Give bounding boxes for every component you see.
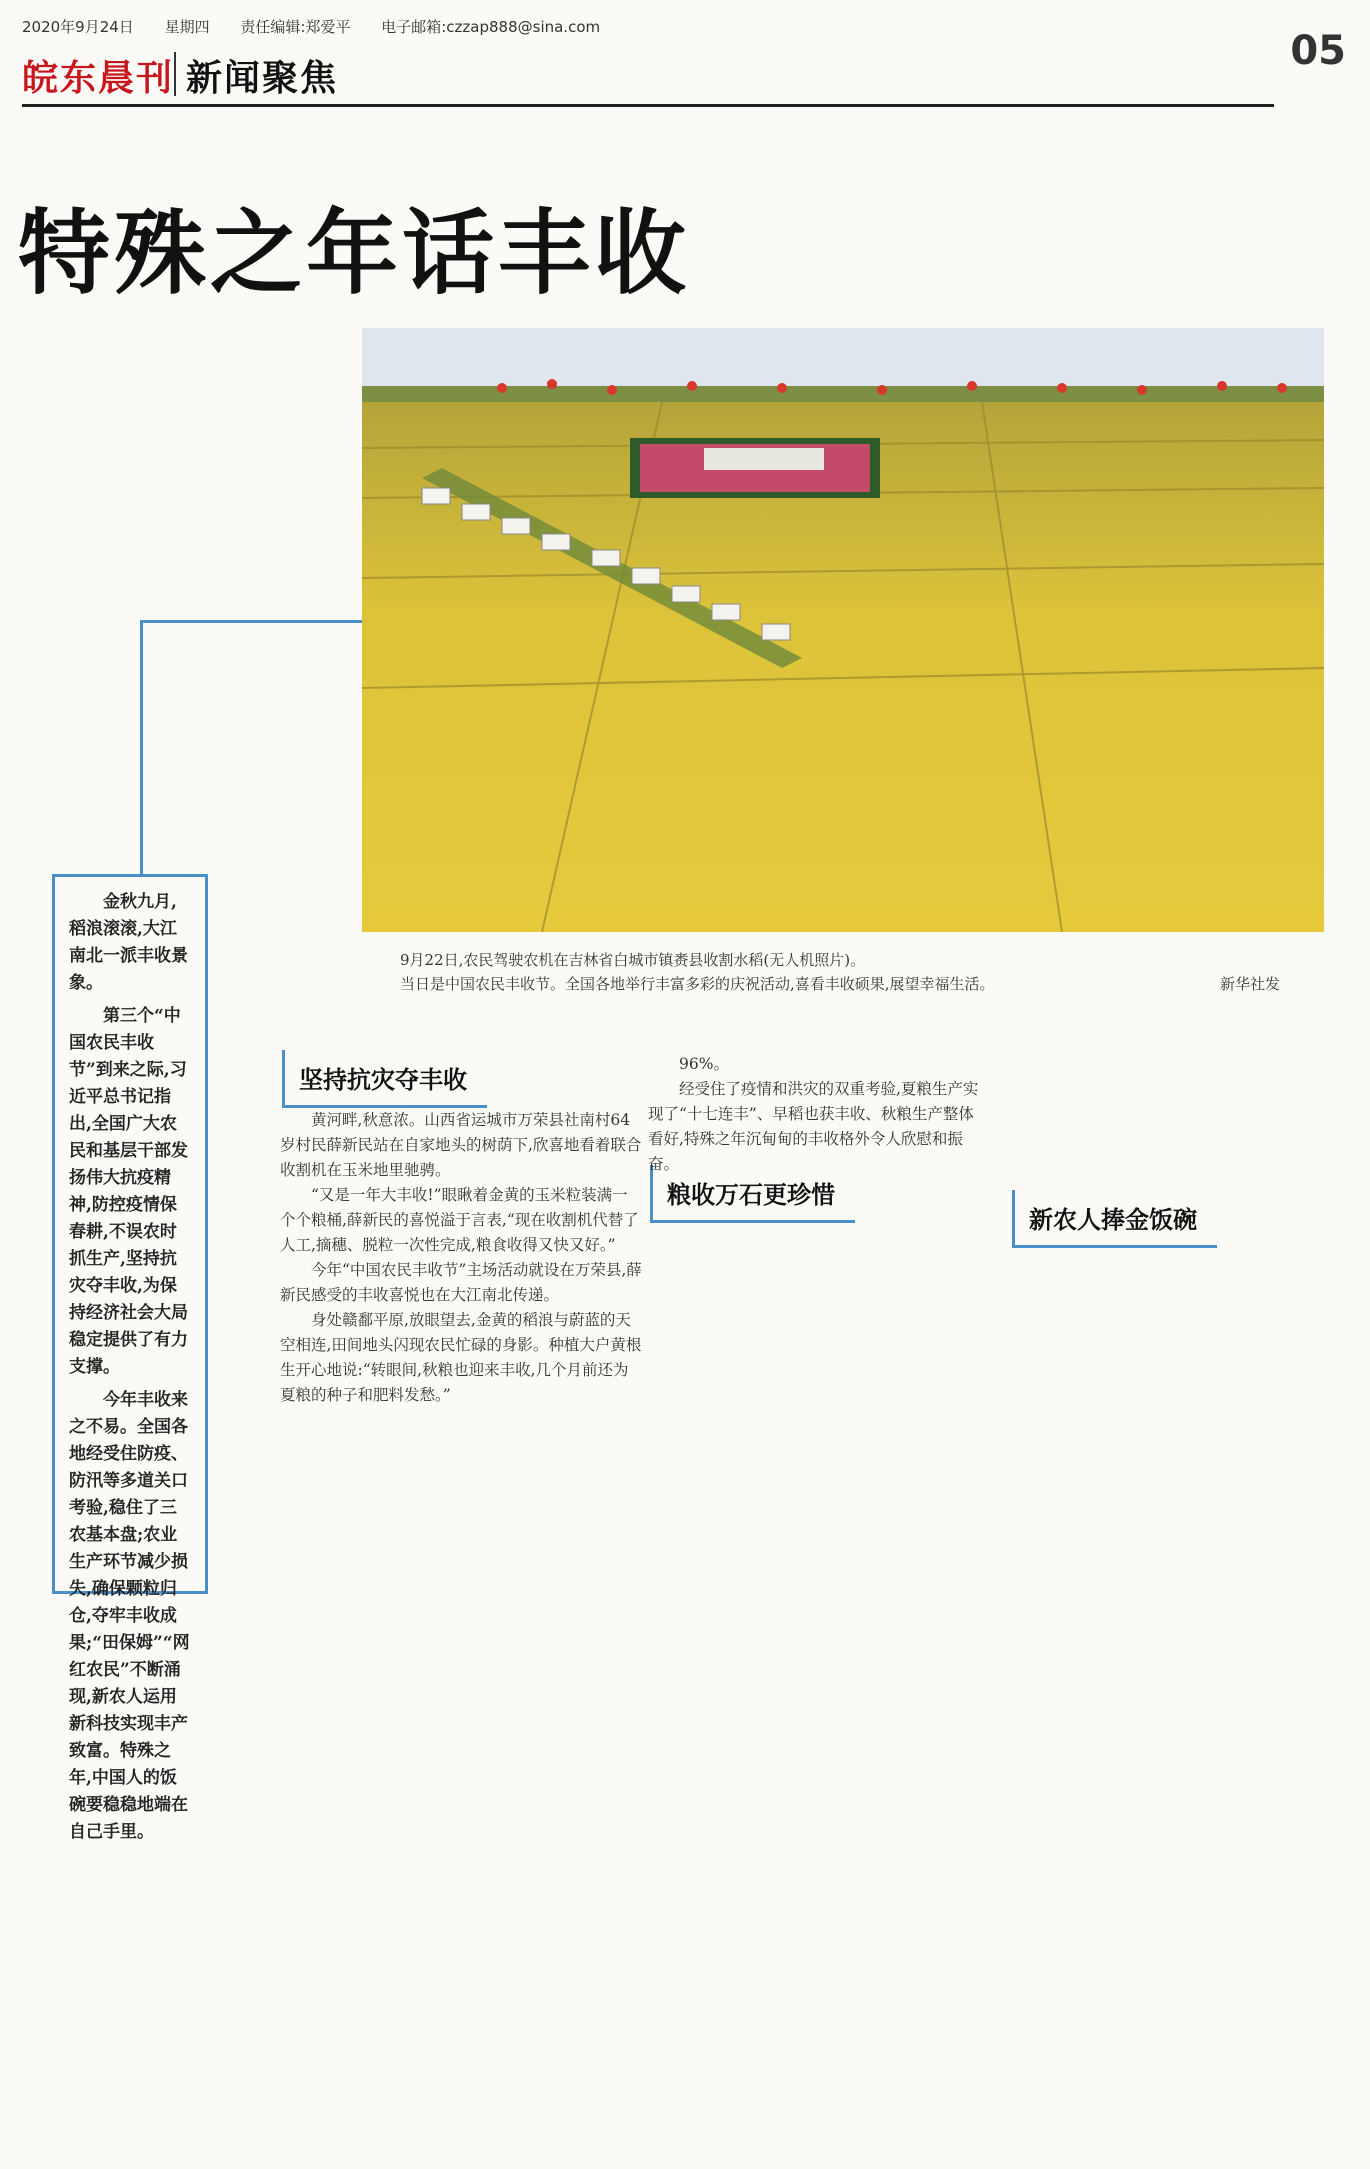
lead-paragraph: 金秋九月,稻浪滚滚,大江南北一派丰收景象。 (69, 892, 188, 993)
harvest-photo (362, 328, 1324, 932)
body-paragraph: 今年“中国农民丰收节”主场活动就设在万荣县,薛新民感受的丰收喜悦也在大江南北传递。 (280, 1261, 642, 1304)
newspaper-brand: 皖东晨刊 (22, 57, 175, 99)
body-paragraph: “又是一年大丰收!”眼瞅着金黄的玉米粒装满一个个粮桶,薛新民的喜悦溢于言表,“现在收割机代替了人工,摘穗、脱粒一次性完成,粮食收得又快又好。” (280, 1186, 639, 1254)
editor-credit: 责任编辑:郑爱平 (240, 18, 351, 36)
subhead-2: 粮收万石更珍惜 (650, 1165, 855, 1223)
body-paragraph: 身处赣鄱平原,放眼望去,金黄的稻浪与蔚蓝的天空相连,田间地头闪现农民忙碌的身影。种植大户黄根生开心地说:“转眼间,秋粮也迎来丰收,几个月前还为夏粮的种子和肥料发愁。” (280, 1311, 642, 1404)
article-column-2 (648, 1052, 984, 1241)
header-divider (174, 52, 176, 96)
page-number: 05 (1290, 28, 1346, 74)
harvest-field-illustration (362, 328, 1324, 932)
body-paragraph: 96%。 (679, 1055, 729, 1073)
decorative-blue-rule-horizontal (140, 620, 362, 623)
subhead-1: 坚持抗灾夺丰收 (282, 1050, 487, 1108)
issue-date: 2020年9月24日 (22, 18, 134, 36)
lead-paragraph: 今年丰收来之不易。全国各地经受住防疫、防汛等多道关口考验,稳住了三农基本盘;农业生产环节减少损失,确保颗粒归仓,夺牢丰收成果;“田保姆”“网红农民”不断涌现,新农人运用新科技实现丰产致富。特殊之年,中国人的饭碗要稳稳地端在自己手里。 (69, 1390, 190, 1842)
caption-line-2: 当日是中国农民丰收节。全国各地举行丰富多彩的庆祝活动,喜看丰收硕果,展望幸福生活。 (400, 975, 995, 993)
subhead-3: 新农人捧金饭碗 (1012, 1190, 1217, 1248)
header-rule (22, 104, 1274, 107)
photo-credit: 新华社发 (1219, 975, 1280, 993)
photo-caption (400, 948, 1300, 996)
body-paragraph: 黄河畔,秋意浓。山西省运城市万荣县社南村64岁村民薛新民站在自家地头的树荫下,欣喜地看着联合收割机在玉米地里驰骋。 (280, 1111, 642, 1179)
caption-line-1: 9月22日,农民驾驶农机在吉林省白城市镇赉县收割水稻(无人机照片)。 (400, 951, 866, 969)
body-paragraph: 经受住了疫情和洪灾的双重考验,夏粮生产实现了“十七连丰”、早稻也获丰收、秋粮生产整体看好,特殊之年沉甸甸的丰收格外令人欣慰和振奋。 (648, 1080, 979, 1173)
header-info-line (22, 16, 626, 37)
page-headline: 特殊之年话丰收 (18, 200, 691, 307)
lead-paragraph: 第三个“中国农民丰收节”到来之际,习近平总书记指出,全国广大农民和基层干部发扬伟大抗疫精神,防控疫情保春耕,不误农时抓生产,坚持抗灾夺丰收,为保持经济社会大局稳定提供了有力支撑。 (69, 1006, 188, 1377)
issue-weekday: 星期四 (164, 18, 210, 36)
article-column-1 (280, 1108, 642, 1408)
section-title: 新闻聚焦 (186, 58, 339, 99)
lead-box (52, 874, 208, 1842)
editor-email: 电子邮箱:czzap888@sina.com (381, 18, 601, 36)
decorative-blue-rule-vertical (140, 620, 143, 874)
article-column-3 (1010, 1052, 1336, 1122)
